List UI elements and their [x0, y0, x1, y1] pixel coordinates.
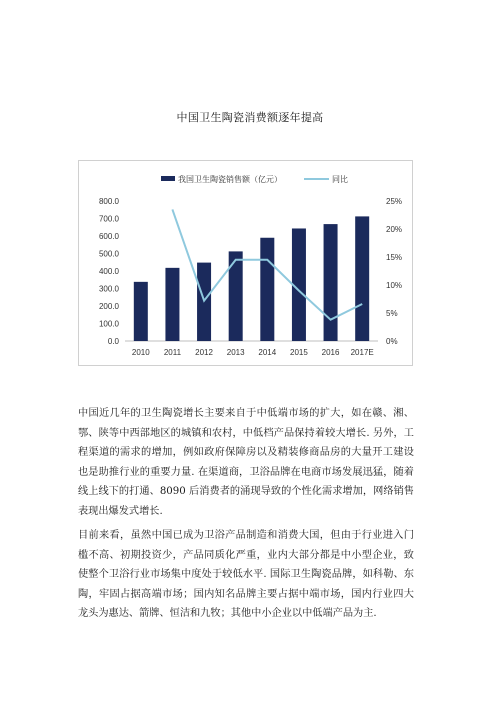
- legend-line-label: 同比: [332, 175, 348, 184]
- left-tick-label: 500.0: [98, 249, 119, 259]
- paragraph-2: 目前来看，虽然中国已成为卫浴产品制造和消费大国，但由于行业进入门槛不高、初期投资少，产品同质化严重，业内大部分都是中小型企业，致使整个卫浴行业市场集中度处于较低水平. 国际卫生陶瓷品牌，如科勒、东陶，牢固占据高端市场；国内知名品牌主要占据中端市场，国内行业四大龙头为惠达、箭牌、恒洁和九牧；其他中小企业以中低端产品为主.: [78, 530, 414, 619]
- left-tick-label: 800.0: [98, 197, 119, 206]
- legend-bar-swatch: [161, 176, 175, 181]
- sales-chart: [78, 160, 413, 366]
- paragraph-1: 中国近几年的卫生陶瓷增长主要来自于中低端市场的扩大，如在赣、湘、鄂、陕等中西部地区的城镇和农村，中低档产品保持着较大增长. 另外，工程渠道的需求的增加，例如政府保障房以及精装修商品房的大量开工建设也是助推行业的重要力量. 在渠道商，卫浴品牌在电商市场发展迅猛，随着线上线下的打通、8090 后消费者的涌现导致的个性化需求增加，网络销售表现出爆发式增长.: [78, 408, 414, 517]
- right-tick-label: 5%: [386, 309, 398, 318]
- x-tick-label: 2015: [290, 348, 308, 357]
- bar: [165, 268, 179, 341]
- sales-chart-svg: [79, 161, 412, 365]
- bar-series: [134, 216, 369, 341]
- left-tick-label: 700.0: [98, 214, 119, 224]
- x-tick-label: 2012: [195, 348, 213, 357]
- x-tick-label: 2011: [163, 348, 182, 357]
- left-tick-label: 100.0: [98, 319, 119, 329]
- legend: [161, 174, 348, 184]
- bar: [134, 282, 148, 341]
- right-axis-ticks: [386, 197, 402, 346]
- bar: [324, 224, 338, 341]
- bar: [355, 216, 369, 341]
- right-tick-label: 15%: [386, 253, 403, 262]
- bar: [260, 238, 274, 341]
- right-tick-label: 0%: [386, 337, 398, 346]
- x-tick-label: 2017E: [350, 348, 374, 357]
- right-tick-label: 25%: [386, 197, 403, 206]
- left-tick-label: 0.0: [107, 337, 119, 346]
- chart-title: 中国卫生陶瓷消费额逐年提高: [176, 111, 324, 124]
- left-tick-label: 200.0: [98, 302, 119, 311]
- x-axis-labels: [132, 348, 374, 357]
- x-tick-label: 2014: [258, 348, 277, 357]
- right-tick-label: 10%: [386, 281, 403, 290]
- left-axis-ticks: [99, 197, 120, 346]
- left-tick-label: 600.0: [98, 232, 119, 241]
- left-tick-label: 400.0: [98, 267, 119, 276]
- x-tick-label: 2010: [131, 348, 150, 357]
- right-tick-label: 20%: [386, 225, 403, 234]
- left-tick-label: 300.0: [98, 284, 119, 294]
- legend-bar-label: 我国卫生陶瓷销售额（亿元）: [178, 175, 282, 184]
- x-tick-label: 2016: [321, 348, 340, 357]
- x-tick-label: 2013: [226, 348, 245, 357]
